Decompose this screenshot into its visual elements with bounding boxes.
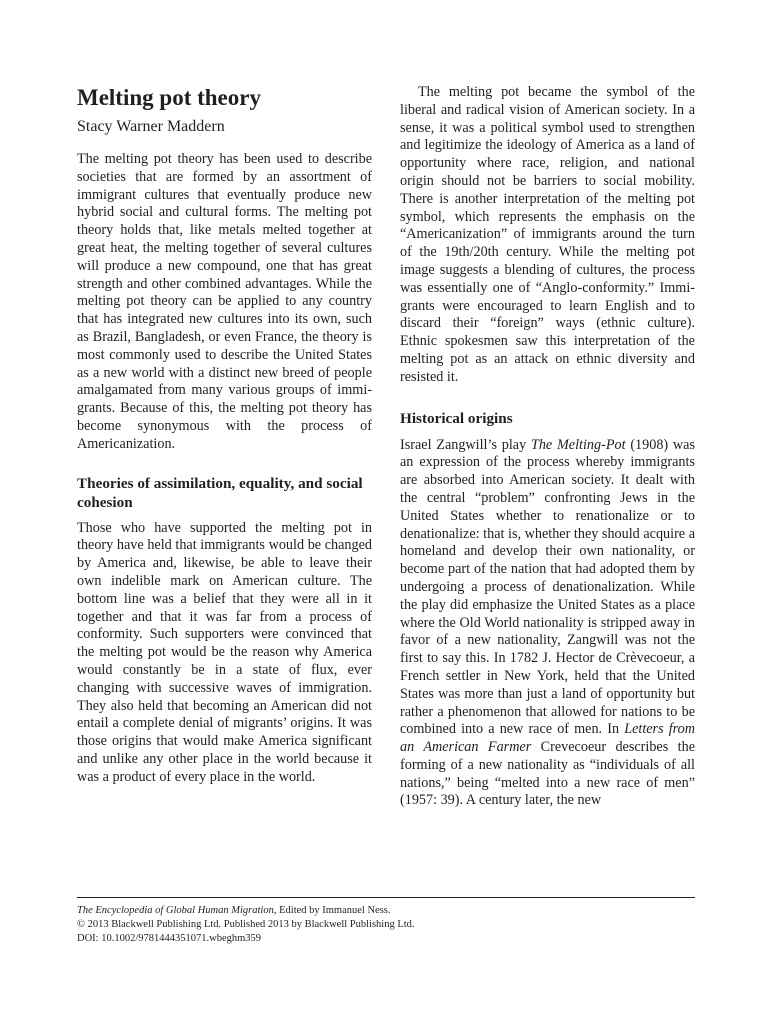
historical-text-1: Israel Zangwill’s play [400, 436, 531, 453]
left-column [77, 84, 372, 787]
historical-paragraph [400, 437, 695, 811]
footer-source-title: The Encyclopedia of Global Human Migration [77, 905, 274, 916]
theories-paragraph: Those who have supported the melting pot in theory have held that immigrants would be changed by America and, likewise, be able to leave their own indelible mark on American culture. The bottom line was a belief that they were all in it together and that it was far from a process of conformity. Such supporters were convinced that the melting pot would be the reason why America would constantly be in a state of flux, ever changing with successive waves of immigration. They also held that becoming an American did not entail a complete denial of migrants’ origins. It was those origins that would make America significant and unlike any other place in the world because it was a product of every place in the world. [77, 519, 372, 785]
footer-divider [77, 897, 695, 898]
article-author: Stacy Warner Maddern [77, 118, 225, 135]
section-heading-historical: Historical origins [400, 409, 513, 427]
book-title: Letters from an American Farmer [400, 721, 695, 756]
section-heading-theories: Theories of assimilation, equality, and social cohesion [77, 474, 363, 511]
footer-doi: DOI: 10.1002/9781444351071.wbeghm359 [77, 933, 262, 944]
intro-paragraph: The melting pot theory has been used to describe societies that are formed by an assortment of immigrant cultures that eventually produce new hybrid social and cultural forms. The melting pot theory holds that, like metals melted together at great heat, the melting together of several cultures will produce a new compound, one that has great strength and other combined advantages. While the melting pot theory can be applied to any country that has integrated new cultures into its own, such as Brazil, Bangladesh, or even France, the theory is most commonly used to describe the United States as a new world with a distinct new breed of people amalgamated from many various groups of immigrants. Because of this, the melting pot theory has become synonymous with the process of Americanization. [77, 151, 372, 452]
footer-source-line [77, 904, 695, 918]
historical-text-2: (1908) was an expression of the process whereby immigrants are absorbed into American society. It dealt with the central “problem” confronting Jews in the United States whether to renationalize or to denationalize: that is, whether they should acquire a homeland and develop their own nationality, or become part of the nation that had adopted them by undergoing a process of denationalization. While the play did emphasize the United States as a place where the Old World nationality is stripped away in favor of a new nationality, Zangwill was not the first to say this. In 1782 J. Hector de Crèvecoeur, a French settler in New York, held that the United States was more than just a land of opportunity but rather a phenomenon that allowed for nations to be combined into a new race of men. In [400, 436, 695, 738]
article-title: Melting pot theory [77, 85, 261, 110]
footer-source-rest: , Edited by Immanuel Ness. [273, 905, 391, 916]
footer [77, 904, 695, 946]
right-column [400, 84, 695, 810]
symbol-paragraph: The melting pot became the symbol of the liberal and radical vision of American society. In a sense, it was a political symbol used to strengthen and legitimize the ideology of America as a land of opportunity where race, religion, and national origin should not be barriers to social mobility. There is another interpretation of the melting pot symbol, which represents the emphasis on the “Americanization” of immigrants around the turn of the 19th/20th century. While the melting pot image suggests a blending of cultures, the process was essentially one of “Anglo-conformity.” Immigrants were encouraged to learn English and to discard their “foreign” ways (ethnic culture). Ethnic spokesmen saw this interpretation of the melting pot as an attack on ethnic diversity and resisted it. [400, 84, 695, 385]
play-title: The Melting-Pot [530, 436, 626, 453]
footer-copyright: © 2013 Blackwell Publishing Ltd. Published 2013 by Blackwell Publishing Ltd. [77, 919, 415, 930]
historical-text-3: Crevecoeur describes the forming of a new nationality as “individuals of all nations,” being “melted into a new race of men” (1957: 39). A century later, the new [400, 739, 695, 809]
